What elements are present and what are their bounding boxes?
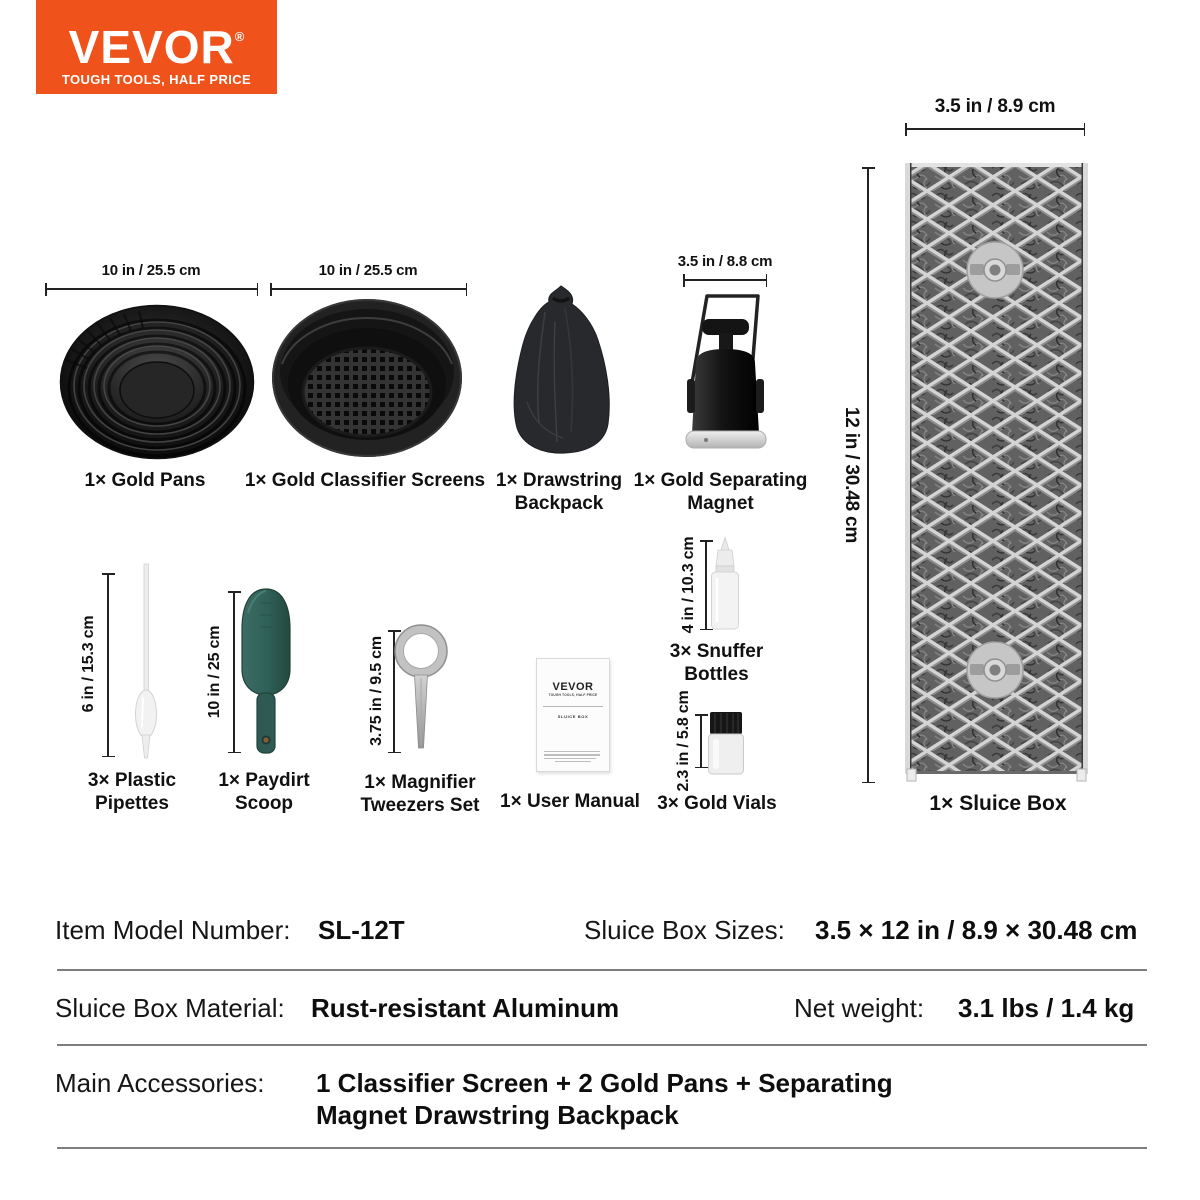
spec-accessories-value: 1 Classifier Screen + 2 Gold Pans + Separating Magnet Drawstring Backpack [316,1068,893,1130]
manual-brand-text: VEVOR [552,681,594,693]
spec-model-label: Item Model Number: [55,915,291,945]
spec-sizes-label: Sluice Box Sizes: [584,915,785,945]
sluice-height-dimension-line [867,167,869,783]
manual-tagline-text: TOUGH TOOLS, HALF PRICE [548,693,598,697]
wing-nut-fastener [967,642,1023,698]
gold-vial-image [707,710,745,776]
registered-mark: ® [234,29,245,44]
backpack-label: 1× Drawstring Backpack [495,470,623,514]
pipette-image [133,562,159,762]
manual-fine-print [544,751,602,762]
separating-magnet-image [678,283,773,458]
classifier-dimension-line [270,288,467,290]
wing-nut-fastener [967,242,1023,298]
tweezers-dimension-label: 3.75 in / 9.5 cm [368,636,385,746]
spec-model-value: SL-12T [318,915,405,945]
sluice-box-image [905,163,1088,783]
magnet-label: 1× Gold Separating Magnet [633,470,808,514]
magnet-dimension-line [683,279,767,281]
brand-tagline: TOUGH TOOLS, HALF PRICE [61,72,252,87]
gold-pans-image [57,298,257,466]
snuffer-bottle-image [710,536,740,631]
tweezers-label: 1× Magnifier Tweezers Set [360,772,480,816]
scoop-dimension-line [233,591,235,753]
spec-weight-label: Net weight: [794,993,925,1023]
magnet-dimension-label: 3.5 in / 8.8 cm [677,253,773,270]
pipette-dimension-line [107,573,109,757]
snuffer-dimension-line [705,540,707,630]
drawstring-backpack-image [505,282,615,458]
spec-material-label: Sluice Box Material: [55,993,285,1023]
sluice-width-dimension-label: 3.5 in / 8.9 cm [934,96,1056,117]
manual-title-text: SLUICE BOX [557,714,589,720]
brand-name [36,14,277,73]
scoop-dimension-label: 10 in / 25 cm [206,625,223,719]
brand-logo [36,0,277,94]
user-manual-image [536,658,610,772]
spec-divider [57,1147,1147,1149]
snuffer-label: 3× Snuffer Bottles [669,641,764,685]
gold-pans-label: 1× Gold Pans [84,470,206,491]
spec-weight-value: 3.1 lbs / 1.4 kg [958,993,1135,1023]
sluice-width-dimension-line [905,128,1085,130]
vial-dimension-line [700,714,702,768]
vials-label: 3× Gold Vials [657,793,777,814]
user-manual-label: 1× User Manual [500,791,640,812]
sluice-height-dimension-label: 12 in / 30.48 cm [841,406,862,544]
spec-divider [57,1044,1147,1046]
gold-pans-dimension-line [45,288,258,290]
pipette-dimension-label: 6 in / 15.3 cm [80,615,97,713]
vial-dimension-label: 2.3 in / 5.8 cm [675,690,692,792]
classifier-label: 1× Gold Classifier Screens [244,470,486,491]
spec-accessories-label: Main Accessories: [55,1068,265,1098]
classifier-dimension-label: 10 in / 25.5 cm [318,262,418,279]
gold-pans-dimension-label: 10 in / 25.5 cm [101,262,201,279]
paydirt-scoop-image [238,583,294,761]
snuffer-dimension-label: 4 in / 10.3 cm [680,536,697,634]
brand-name-text: VEVOR [68,21,235,73]
magnifier-tweezers-image [391,622,451,757]
spec-divider [57,969,1147,971]
sluice-box-label: 1× Sluice Box [929,792,1067,815]
classifier-screen-image [270,292,464,462]
manual-text-line [543,706,602,707]
scoop-label: 1× Paydirt Scoop [218,770,310,814]
spec-material-value: Rust-resistant Aluminum [311,993,620,1023]
pipettes-label: 3× Plastic Pipettes [87,770,177,814]
spec-sizes-value: 3.5 × 12 in / 8.9 × 30.48 cm [815,915,1138,945]
